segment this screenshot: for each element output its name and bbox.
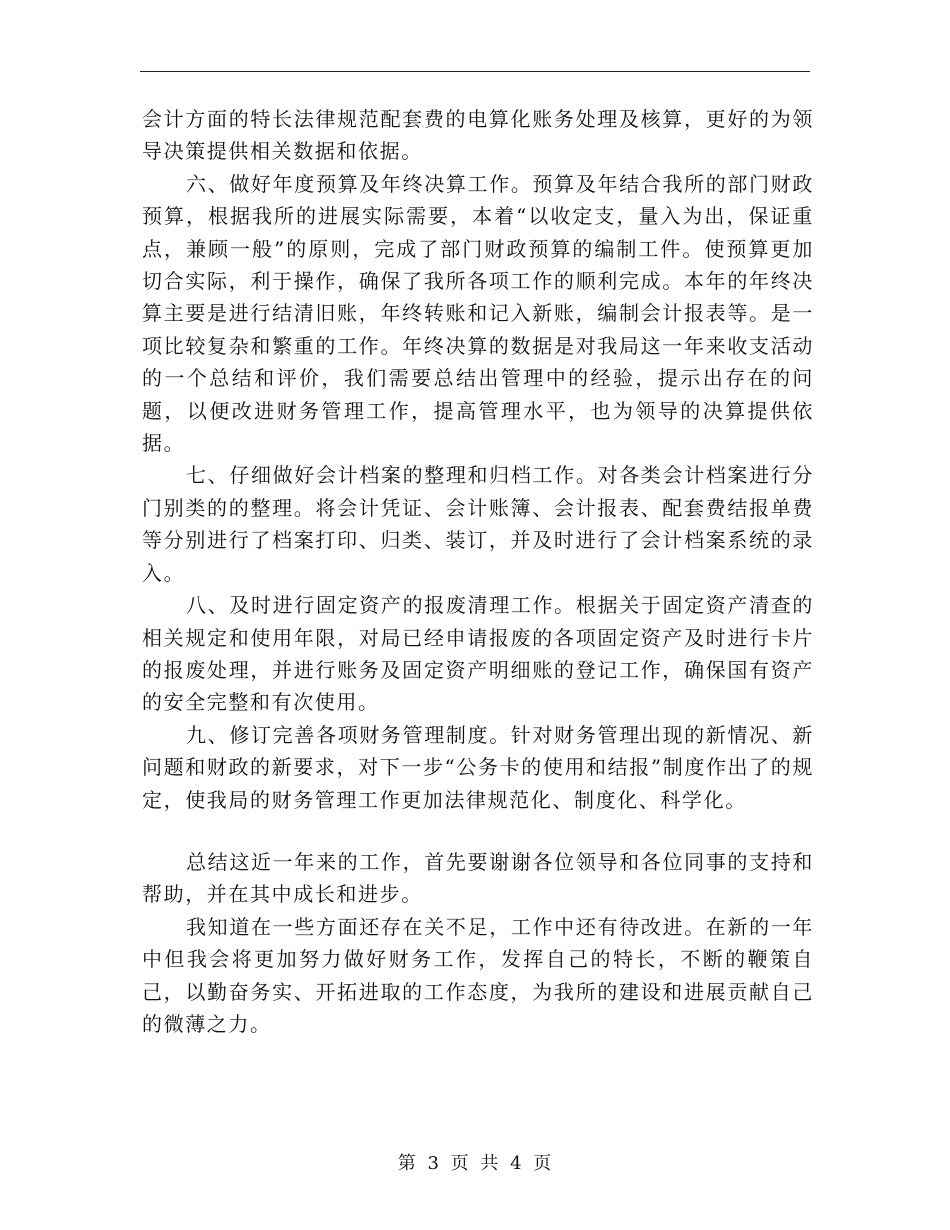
paragraph-section-8: 八、及时进行固定资产的报废清理工作。根据关于固定资产清查的相关规定和使用年限，对局已经申请报废的各项固定资产及时进行卡片的报废处理，并进行账务及固定资产明细账的登记工作，确保国有资产的安全完整和有次使用。 (142, 593, 814, 715)
document-body (142, 103, 814, 1040)
header-rule (140, 71, 810, 72)
paragraph-summary: 总结这近一年来的工作，首先要谢谢各位领导和各位同事的支持和帮助，并在其中成长和进步。 (142, 849, 814, 907)
paragraph-section-6: 六、做好年度预算及年终决算工作。预算及年结合我所的部门财政预算，根据我所的进展实际需要，本着“以收定支，量入为出，保证重点，兼顾一般”的原则，完成了部门财政预算的编制工件。使预算更加切合实际，利于操作，确保了我所各项工作的顺利完成。本年的年终决算主要是进行结清旧账，年终转账和记入新账，编制会计报表等。是一项比较复杂和繁重的工作。年终决算的数据是对我局这一年来收支活动的一个总结和评价，我们需要总结出管理中的经验，提示出存在的问题，以便改进财务管理工作，提高管理水平，也为领导的决算提供依据。 (142, 171, 814, 456)
paragraph-section-7: 七、仔细做好会计档案的整理和归档工作。对各类会计档案进行分门别类的的整理。将会计凭证、会计账簿、会计报表、配套费结报单费等分别进行了档案打印、归类、装订，并及时进行了会计档案系统的录入。 (142, 463, 814, 585)
paragraph-continuation: 会计方面的特长法律规范配套费的电算化账务处理及核算，更好的为领导决策提供相关数据和依据。 (142, 107, 814, 164)
paragraph-section-9: 九、修订完善各项财务管理制度。针对财务管理出现的新情况、新问题和财政的新要求，对下一步“公务卡的使用和结报”制度作出了的规定，使我局的财务管理工作更加法律规范化、制度化、科学化。 (142, 722, 814, 812)
paragraph-closing: 我知道在一些方面还存在关不足，工作中还有待改进。在新的一年中但我会将更加努力做好财务工作，发挥自己的特长，不断的鞭策自己，以勤奋务实、开拓进取的工作态度，为我所的建设和进展贡献自己的微薄之力。 (142, 914, 814, 1036)
page-number: 第 3 页 共 4 页 (397, 1153, 553, 1174)
